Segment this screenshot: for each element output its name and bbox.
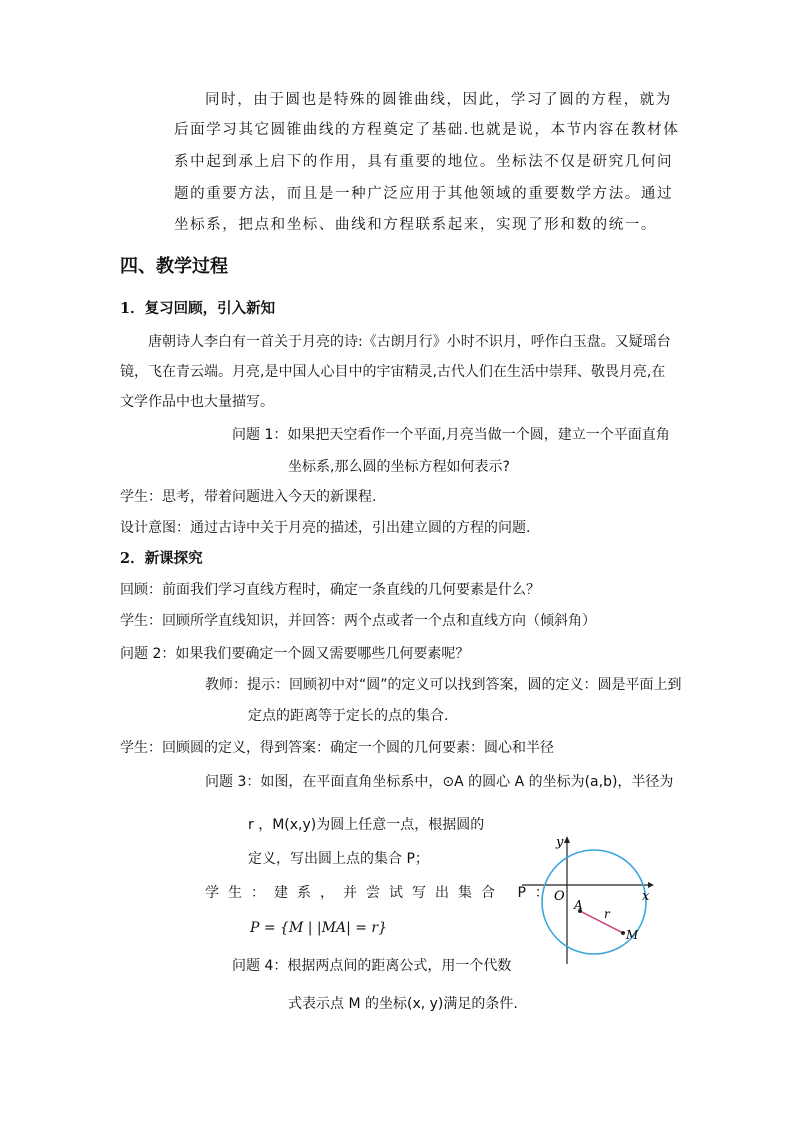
review-question: 回顾：前面我们学习直线方程时，确定一条直线的几何要素是什么？	[120, 582, 540, 598]
teacher-hint-line-1: 教师：提示：回顾初中对“圆”的定义可以找到答案，圆的定义：圆是平面上到	[205, 677, 682, 693]
student-response-4: 学生：建系，并尝试写出集合 P：	[205, 885, 558, 901]
x-axis-label: x	[642, 889, 650, 904]
question-2: 问题 2：如果我们要确定一个圆又需要哪些几何要素呢？	[120, 646, 470, 662]
x-axis-arrow	[648, 882, 654, 888]
poem-paragraph-line-2: 镜，飞在青云端。月亮,是中国人心目中的宇宙精灵,古代人们在生活中崇拜、敬畏月亮,在	[120, 364, 666, 380]
intro-line-2: 后面学习其它圆锥曲线的方程奠定了基础.也就是说，本节内容在教材体	[174, 122, 680, 138]
radius-segment	[580, 911, 623, 933]
design-intent: 设计意图：通过古诗中关于月亮的描述，引出建立圆的方程的问题.	[120, 520, 531, 536]
poem-paragraph-line-3: 文学作品中也大量描写。	[120, 394, 274, 410]
intro-line-3: 系中起到承上启下的作用，具有重要的地位。坐标法不仅是研究几何问	[174, 154, 674, 170]
question-3-line-3: 定义，写出圆上点的集合 P；	[248, 851, 429, 867]
intro-line-1: 同时，由于圆也是特殊的圆锥曲线，因此，学习了圆的方程，就为	[205, 92, 672, 108]
subsection-1-title: 1．复习回顾，引入新知	[120, 300, 276, 317]
question-4-line-2: 式表示点 M 的坐标(x, y)满足的条件.	[288, 996, 518, 1012]
section-title: 四、教学过程	[120, 256, 228, 277]
y-axis-arrow	[564, 836, 570, 843]
student-response-2: 学生：回顾所学直线知识，并回答：两个点或者一个点和直线方向（倾斜角）	[120, 613, 596, 629]
question-1-line-2: 坐标系,那么圆的坐标方程如何表示?	[288, 459, 510, 475]
question-3-line-2: r ，M(x,y)为圆上任意一点，根据圆的	[248, 817, 485, 833]
point-m-label: M	[626, 928, 639, 942]
subsection-2-title: 2．新课探究	[120, 550, 203, 567]
poem-paragraph-line-1: 唐朝诗人李白有一首关于月亮的诗:《古朗月行》小时不识月，呼作白玉盘。又疑瑶台	[148, 334, 671, 350]
teacher-hint-line-2: 定点的距离等于定长的点的集合.	[248, 708, 449, 724]
intro-line-5: 坐标系，把点和坐标、曲线和方程联系起来，实现了形和数的统一。	[174, 217, 657, 233]
student-response-3: 学生：回顾圆的定义，得到答案：确定一个圆的几何要素：圆心和半径	[120, 740, 554, 756]
point-m	[621, 931, 625, 935]
origin-label: O	[554, 889, 565, 904]
question-3-line-1: 问题 3：如图，在平面直角坐标系中，⊙A 的圆心 A 的坐标为(a,b)，半径为	[205, 774, 674, 790]
y-axis-label: y	[556, 835, 564, 850]
center-label: A	[574, 898, 583, 912]
intro-line-4: 题的重要方法，而且是一种广泛应用于其他领域的重要数学方法。通过	[174, 186, 674, 202]
radius-label: r	[604, 907, 610, 921]
set-formula: P = {M | |MA| = r}	[250, 920, 388, 936]
student-response-1: 学生：思考，带着问题进入今天的新课程.	[120, 489, 377, 505]
circle-coordinate-figure	[518, 834, 658, 969]
question-4-line-1: 问题 4：根据两点间的距离公式，用一个代数	[232, 958, 512, 974]
question-1-line-1: 问题 1：如果把天空看作一个平面,月亮当做一个圆，建立一个平面直角	[232, 427, 670, 443]
